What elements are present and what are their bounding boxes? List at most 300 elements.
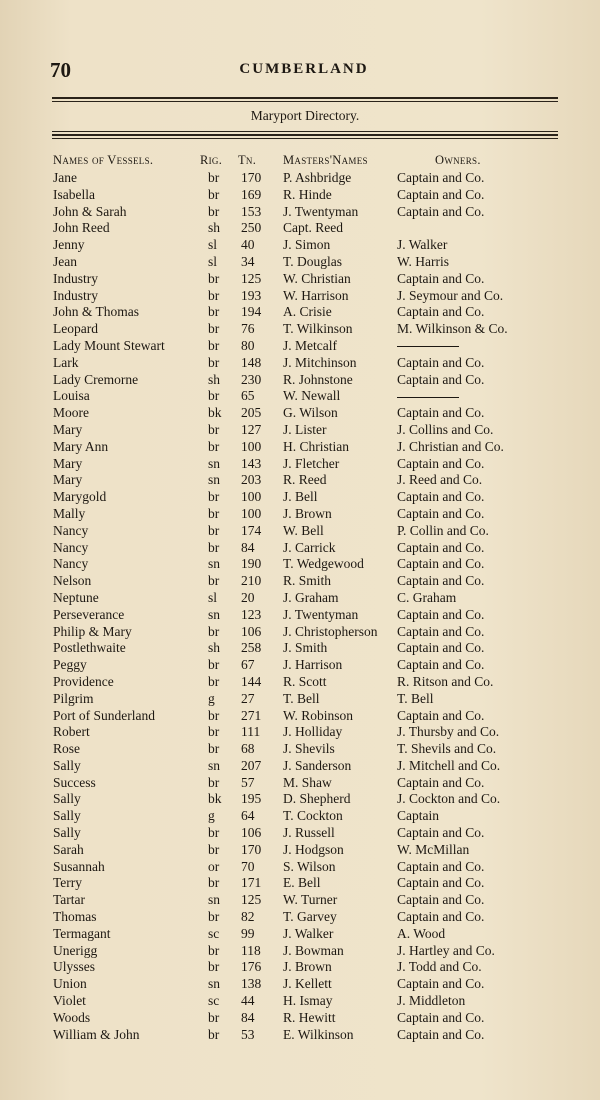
rig-type: sn xyxy=(208,455,221,471)
vessel-name: Violet xyxy=(53,993,86,1009)
master-name: J. Graham xyxy=(283,589,339,605)
owner-name: J. Seymour and Co. xyxy=(397,287,504,303)
vessel-name: Nancy xyxy=(53,522,89,538)
rig-type: g xyxy=(208,808,215,824)
master-name: R. Johnstone xyxy=(283,371,353,387)
tonnage: 148 xyxy=(241,354,262,370)
owner-name: Captain and Co. xyxy=(397,455,485,471)
page-title: CUMBERLAND xyxy=(239,61,369,77)
rig-type: br xyxy=(208,354,220,370)
master-name: D. Shepherd xyxy=(283,791,351,807)
rig-type: br xyxy=(208,707,220,723)
vessel-name: Nancy xyxy=(53,556,89,572)
owner-name: Captain and Co. xyxy=(397,909,485,925)
rig-type: br xyxy=(208,841,220,857)
master-name: J. Brown xyxy=(283,505,332,521)
master-name: J. Carrick xyxy=(283,539,336,555)
vessel-name: Sally xyxy=(53,808,81,824)
table-row xyxy=(0,590,600,607)
vessel-name: Leopard xyxy=(53,321,98,337)
vessel-name: Isabella xyxy=(53,186,95,202)
rig-type: br xyxy=(208,573,220,589)
rig-type: br xyxy=(208,186,220,202)
master-name: Capt. Reed xyxy=(283,220,343,236)
table-row xyxy=(0,540,600,557)
vessel-name: Robert xyxy=(53,724,90,740)
vessel-name: Woods xyxy=(53,1009,91,1025)
owner-name: J. Walker xyxy=(397,237,448,253)
vessel-name: Philip & Mary xyxy=(53,623,132,639)
vessel-name: Marygold xyxy=(53,489,107,505)
master-name: T. Douglas xyxy=(283,253,342,269)
tonnage: 111 xyxy=(241,724,261,740)
tonnage: 125 xyxy=(241,892,262,908)
master-name: J. Lister xyxy=(283,421,327,437)
tonnage: 194 xyxy=(241,304,262,320)
master-name: J. Walker xyxy=(283,925,334,941)
table-row xyxy=(0,523,600,540)
rig-type: bk xyxy=(208,791,222,807)
vessel-name: Moore xyxy=(53,405,89,421)
table-row xyxy=(0,859,600,876)
vessel-name: Sally xyxy=(53,825,81,841)
dash-mark xyxy=(397,346,459,347)
owner-name: Captain and Co. xyxy=(397,203,485,219)
tonnage: 40 xyxy=(241,237,255,253)
owner-name: Captain and Co. xyxy=(397,825,485,841)
rig-type: sl xyxy=(208,253,218,269)
mid-rule xyxy=(52,131,558,139)
owner-name: Captain and Co. xyxy=(397,774,485,790)
table-row xyxy=(0,892,600,909)
table-row xyxy=(0,775,600,792)
master-name: J. Mitchinson xyxy=(283,354,357,370)
tonnage: 65 xyxy=(241,388,255,404)
owner-name: J. Mitchell and Co. xyxy=(397,757,501,773)
master-name: T. Garvey xyxy=(283,909,337,925)
vessel-name: John & Thomas xyxy=(53,304,140,320)
master-name: R. Reed xyxy=(283,472,327,488)
tonnage: 143 xyxy=(241,455,262,471)
owner-name: J. Collins and Co. xyxy=(397,421,494,437)
vessel-name: Mally xyxy=(53,505,86,521)
owner-name: J. Todd and Co. xyxy=(397,959,482,975)
page-number: 70 xyxy=(50,58,71,82)
tonnage: 205 xyxy=(241,405,262,421)
master-name: H. Ismay xyxy=(283,993,333,1009)
table-row xyxy=(0,674,600,691)
table-row xyxy=(0,976,600,993)
vessel-table xyxy=(0,170,600,1043)
vessel-name: Terry xyxy=(53,875,83,891)
vessel-name: Port of Sunderland xyxy=(53,707,155,723)
vessel-name: Success xyxy=(53,774,96,790)
vessel-name: Industry xyxy=(53,287,98,303)
table-row xyxy=(0,657,600,674)
table-row xyxy=(0,943,600,960)
table-row xyxy=(0,304,600,321)
master-name: R. Hinde xyxy=(283,186,332,202)
section-subtitle: Maryport Directory. xyxy=(250,108,360,123)
table-row xyxy=(0,254,600,271)
tonnage: 203 xyxy=(241,472,262,488)
tonnage: 176 xyxy=(241,959,262,975)
rig-type: sc xyxy=(208,925,220,941)
table-row xyxy=(0,842,600,859)
table-row xyxy=(0,187,600,204)
rig-type: br xyxy=(208,1026,220,1042)
owner-name: J. Cockton and Co. xyxy=(397,791,501,807)
rig-type: sn xyxy=(208,606,221,622)
table-row xyxy=(0,439,600,456)
rig-type: br xyxy=(208,657,220,673)
rig-type: sl xyxy=(208,237,218,253)
rig-type: sl xyxy=(208,589,218,605)
tonnage: 44 xyxy=(241,993,255,1009)
rig-type: sn xyxy=(208,976,221,992)
rig-type: br xyxy=(208,673,220,689)
owner-name: Captain and Co. xyxy=(397,976,485,992)
rig-type: br xyxy=(208,388,220,404)
table-row xyxy=(0,271,600,288)
vessel-name: Mary xyxy=(53,421,83,437)
owner-name: J. Christian and Co. xyxy=(397,438,504,454)
tonnage: 67 xyxy=(241,657,255,673)
master-name: J. Harrison xyxy=(283,657,343,673)
table-row xyxy=(0,556,600,573)
master-name: J. Smith xyxy=(283,640,328,656)
vessel-name: John Reed xyxy=(53,220,110,236)
table-row xyxy=(0,691,600,708)
vessel-name: Rose xyxy=(53,741,80,757)
owner-name: Captain and Co. xyxy=(397,405,485,421)
tonnage: 100 xyxy=(241,438,262,454)
table-row xyxy=(0,506,600,523)
table-row xyxy=(0,573,600,590)
table-row xyxy=(0,875,600,892)
tonnage: 99 xyxy=(241,925,255,941)
table-row xyxy=(0,456,600,473)
master-name: W. Turner xyxy=(283,892,338,908)
rig-type: sn xyxy=(208,892,221,908)
vessel-name: Tartar xyxy=(53,892,86,908)
rig-type: sh xyxy=(208,640,221,656)
owner-name: Captain and Co. xyxy=(397,539,485,555)
table-row xyxy=(0,204,600,221)
owner-name: Captain and Co. xyxy=(397,556,485,572)
owner-name: Captain and Co. xyxy=(397,1009,485,1025)
owner-name: Captain xyxy=(397,808,439,824)
vessel-name: Sally xyxy=(53,757,81,773)
table-row xyxy=(0,791,600,808)
table-row xyxy=(0,624,600,641)
owner-name: Captain and Co. xyxy=(397,623,485,639)
vessel-name: Mary xyxy=(53,455,83,471)
master-name: H. Christian xyxy=(283,438,349,454)
tonnage: 125 xyxy=(241,270,262,286)
vessel-name: Pilgrim xyxy=(53,690,94,706)
table-row xyxy=(0,1027,600,1044)
tonnage: 193 xyxy=(241,287,262,303)
tonnage: 82 xyxy=(241,909,255,925)
vessel-name: Sally xyxy=(53,791,81,807)
master-name: J. Brown xyxy=(283,959,332,975)
vessel-name: Unerigg xyxy=(53,942,98,958)
master-name: J. Russell xyxy=(283,825,335,841)
vessel-name: Neptune xyxy=(53,589,99,605)
master-name: J. Christopherson xyxy=(283,623,378,639)
owner-name: Captain and Co. xyxy=(397,892,485,908)
vessel-name: Peggy xyxy=(53,657,87,673)
vessel-name: William & John xyxy=(53,1026,140,1042)
owner-name: T. Shevils and Co. xyxy=(397,741,497,757)
owner-name: Captain and Co. xyxy=(397,354,485,370)
master-name: J. Fletcher xyxy=(283,455,340,471)
owner-name: J. Thursby and Co. xyxy=(397,724,500,740)
master-name: T. Wilkinson xyxy=(283,321,353,337)
column-header-vessels: Names of Vessels. xyxy=(53,153,154,167)
master-name: J. Simon xyxy=(283,237,331,253)
tonnage: 34 xyxy=(241,253,255,269)
rig-type: br xyxy=(208,539,220,555)
master-name: J. Sanderson xyxy=(283,757,352,773)
tonnage: 271 xyxy=(241,707,262,723)
tonnage: 250 xyxy=(241,220,262,236)
tonnage: 27 xyxy=(241,690,255,706)
rig-type: br xyxy=(208,875,220,891)
tonnage: 118 xyxy=(241,942,261,958)
vessel-name: Susannah xyxy=(53,858,105,874)
owner-name: J. Hartley and Co. xyxy=(397,942,495,958)
owner-name: Captain and Co. xyxy=(397,186,485,202)
rig-type: br xyxy=(208,287,220,303)
master-name: R. Hewitt xyxy=(283,1009,336,1025)
master-name: R. Scott xyxy=(283,673,327,689)
tonnage: 258 xyxy=(241,640,262,656)
master-name: W. Robinson xyxy=(283,707,354,723)
owner-name: Captain and Co. xyxy=(397,858,485,874)
owner-name: R. Ritson and Co. xyxy=(397,673,494,689)
master-name: M. Shaw xyxy=(283,774,332,790)
table-row xyxy=(0,489,600,506)
owner-name xyxy=(397,388,459,405)
table-row xyxy=(0,607,600,624)
owner-name: Captain and Co. xyxy=(397,640,485,656)
owner-name: W. Harris xyxy=(397,253,449,269)
tonnage: 190 xyxy=(241,556,262,572)
vessel-name: Mary Ann xyxy=(53,438,109,454)
vessel-name: Termagant xyxy=(53,925,111,941)
table-row xyxy=(0,237,600,254)
rig-type: br xyxy=(208,270,220,286)
rig-type: br xyxy=(208,959,220,975)
table-row xyxy=(0,1010,600,1027)
vessel-name: Union xyxy=(53,976,87,992)
tonnage: 230 xyxy=(241,371,262,387)
table-row xyxy=(0,338,600,355)
master-name: W. Bell xyxy=(283,522,324,538)
owner-name xyxy=(397,338,459,355)
table-row xyxy=(0,708,600,725)
master-name: J. Twentyman xyxy=(283,203,359,219)
master-name: E. Wilkinson xyxy=(283,1026,354,1042)
table-row xyxy=(0,825,600,842)
table-row xyxy=(0,355,600,372)
master-name: J. Kellett xyxy=(283,976,332,992)
tonnage: 153 xyxy=(241,203,262,219)
tonnage: 170 xyxy=(241,170,262,185)
table-row xyxy=(0,388,600,405)
table-row xyxy=(0,321,600,338)
tonnage: 174 xyxy=(241,522,262,538)
tonnage: 123 xyxy=(241,606,262,622)
rig-type: br xyxy=(208,321,220,337)
rig-type: br xyxy=(208,774,220,790)
master-name: T. Wedgewood xyxy=(283,556,364,572)
tonnage: 210 xyxy=(241,573,262,589)
rig-type: br xyxy=(208,909,220,925)
owner-name: Captain and Co. xyxy=(397,170,485,185)
rig-type: br xyxy=(208,825,220,841)
table-row xyxy=(0,808,600,825)
master-name: J. Metcalf xyxy=(283,337,337,353)
owner-name: Captain and Co. xyxy=(397,371,485,387)
tonnage: 170 xyxy=(241,841,262,857)
tonnage: 84 xyxy=(241,539,255,555)
rig-type: bk xyxy=(208,405,222,421)
owner-name: M. Wilkinson & Co. xyxy=(397,321,508,337)
rig-type: br xyxy=(208,337,220,353)
table-row xyxy=(0,405,600,422)
table-row xyxy=(0,640,600,657)
owner-name: J. Reed and Co. xyxy=(397,472,483,488)
rig-type: sn xyxy=(208,472,221,488)
owner-name: C. Graham xyxy=(397,589,457,605)
owner-name: Captain and Co. xyxy=(397,606,485,622)
table-row xyxy=(0,422,600,439)
tonnage: 171 xyxy=(241,875,262,891)
rig-type: br xyxy=(208,623,220,639)
vessel-name: Nelson xyxy=(53,573,92,589)
master-name: W. Harrison xyxy=(283,287,349,303)
owner-name: Captain and Co. xyxy=(397,304,485,320)
owner-name: J. Middleton xyxy=(397,993,466,1009)
owner-name: Captain and Co. xyxy=(397,875,485,891)
tonnage: 169 xyxy=(241,186,262,202)
master-name: J. Shevils xyxy=(283,741,335,757)
vessel-name: Lark xyxy=(53,354,79,370)
rig-type: sh xyxy=(208,371,221,387)
owner-name: Captain and Co. xyxy=(397,657,485,673)
tonnage: 70 xyxy=(241,858,255,874)
tonnage: 100 xyxy=(241,505,262,521)
tonnage: 64 xyxy=(241,808,255,824)
vessel-name: John & Sarah xyxy=(53,203,127,219)
owner-name: Captain and Co. xyxy=(397,270,485,286)
tonnage: 80 xyxy=(241,337,255,353)
rig-type: br xyxy=(208,170,220,185)
vessel-name: Jean xyxy=(53,253,77,269)
master-name: J. Holliday xyxy=(283,724,343,740)
vessel-name: Postlethwaite xyxy=(53,640,126,656)
tonnage: 127 xyxy=(241,421,262,437)
rig-type: br xyxy=(208,203,220,219)
master-name: J. Bell xyxy=(283,489,318,505)
table-row xyxy=(0,472,600,489)
tonnage: 57 xyxy=(241,774,255,790)
tonnage: 106 xyxy=(241,623,262,639)
vessel-name: Lady Mount Stewart xyxy=(53,337,165,353)
rig-type: sc xyxy=(208,993,220,1009)
owner-name: Captain and Co. xyxy=(397,573,485,589)
tonnage: 100 xyxy=(241,489,262,505)
table-row xyxy=(0,959,600,976)
master-name: J. Twentyman xyxy=(283,606,359,622)
table-row xyxy=(0,993,600,1010)
owner-name: P. Collin and Co. xyxy=(397,522,489,538)
vessel-name: Jane xyxy=(53,170,77,185)
tonnage: 144 xyxy=(241,673,262,689)
vessel-name: Jenny xyxy=(53,237,85,253)
master-name: G. Wilson xyxy=(283,405,338,421)
vessel-name: Thomas xyxy=(53,909,97,925)
column-header-owners: Owners. xyxy=(435,153,481,167)
vessel-name: Nancy xyxy=(53,539,89,555)
rig-type: or xyxy=(208,858,220,874)
owner-name: Captain and Co. xyxy=(397,505,485,521)
owner-name: T. Bell xyxy=(397,690,434,706)
rig-type: g xyxy=(208,690,215,706)
rig-type: sn xyxy=(208,757,221,773)
owner-name: Captain and Co. xyxy=(397,1026,485,1042)
tonnage: 76 xyxy=(241,321,255,337)
column-header-tons: Tn. xyxy=(238,153,257,167)
vessel-name: Louisa xyxy=(53,388,90,404)
column-header-rig: Rig. xyxy=(200,153,223,167)
master-name: T. Bell xyxy=(283,690,320,706)
master-name: J. Hodgson xyxy=(283,841,344,857)
column-header-masters: Masters'Names xyxy=(283,153,368,167)
vessel-name: Mary xyxy=(53,472,83,488)
owner-name: Captain and Co. xyxy=(397,489,485,505)
dash-mark xyxy=(397,397,459,398)
tonnage: 106 xyxy=(241,825,262,841)
tonnage: 195 xyxy=(241,791,262,807)
table-row xyxy=(0,758,600,775)
tonnage: 68 xyxy=(241,741,255,757)
vessel-name: Lady Cremorne xyxy=(53,371,139,387)
rig-type: br xyxy=(208,741,220,757)
table-row xyxy=(0,170,600,187)
owner-name: Captain and Co. xyxy=(397,707,485,723)
vessel-name: Ulysses xyxy=(53,959,96,975)
rig-type: sh xyxy=(208,220,221,236)
owner-name: W. McMillan xyxy=(397,841,470,857)
page-header xyxy=(50,58,558,86)
table-row xyxy=(0,909,600,926)
rig-type: br xyxy=(208,489,220,505)
master-name: W. Christian xyxy=(283,270,351,286)
rig-type: br xyxy=(208,522,220,538)
vessel-name: Sarah xyxy=(53,841,84,857)
table-row xyxy=(0,741,600,758)
vessel-name: Industry xyxy=(53,270,98,286)
tonnage: 84 xyxy=(241,1009,255,1025)
tonnage: 53 xyxy=(241,1026,255,1042)
rig-type: br xyxy=(208,438,220,454)
rig-type: br xyxy=(208,421,220,437)
master-name: R. Smith xyxy=(283,573,332,589)
